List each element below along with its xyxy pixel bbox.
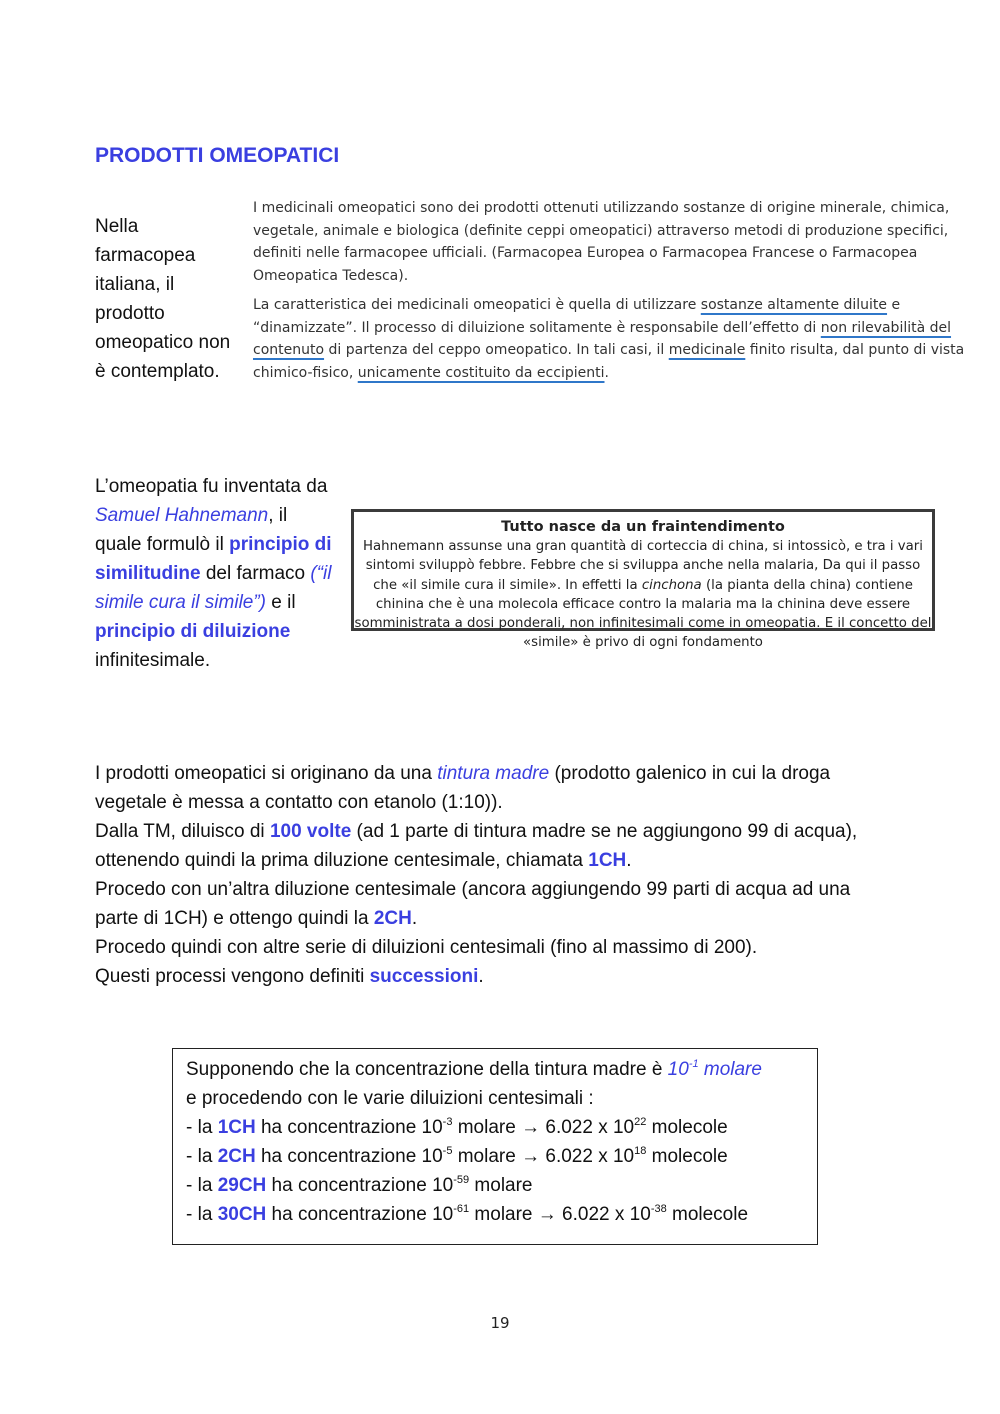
paragraph-line [95,846,925,875]
excerpt-text: La caratteristica dei medicinali omeopatici è quella di utilizzare [253,297,701,313]
concentration-exponent: -3 [442,1116,453,1128]
text-run: L’omeopatia fu inventata da [95,476,328,497]
molecule-count: 6.022 x 10 [540,1117,635,1138]
tm-concentration [668,1059,762,1080]
text-run: parte di 1CH) e ottengo quindi la [95,908,374,929]
concentration-row [186,1171,817,1200]
tintura-madre-term: tintura madre [437,763,550,784]
paragraph-line: vegetale è messa a contatto con etanolo (1:10)). [95,792,503,813]
row-unit: molare [469,1204,538,1225]
row-text: ha concentrazione 10 [266,1175,454,1196]
concentration-rows [186,1113,817,1229]
row-prefix: - la [186,1117,218,1138]
page-title: PRODOTTI OMEOPATICI [95,144,340,167]
text-run: Questi processi vengono definiti [95,966,370,987]
molecule-count: 6.022 x 10 [540,1146,635,1167]
text-run: . [626,850,632,871]
box-text: (la pianta della china) contiene chinina che è una molecola efficace contro la malaria ma la chinina deve essere somministrata a dosi ponderali, non infinitesimali come in omeopatia. E il concetto del «simile» è privo di ogni fondamento [354,577,932,651]
hahnemann-paragraph [95,472,335,675]
farmacopea-note: Nella farmacopea italiana, il prodotto omeopatico non è contemplato. [95,216,231,382]
text-run: del farmaco [200,563,311,584]
1ch-term: 1CH [588,850,627,871]
concentration-box [172,1048,818,1245]
text-run: e il [266,592,296,613]
row-tail: molecole [646,1146,728,1167]
arrow-icon: → [537,1204,557,1225]
2ch-term: 2CH [373,908,412,929]
concentration-exponent: -61 [453,1203,470,1215]
dilution-name: 2CH [217,1146,256,1167]
underlined-phrase: unicamente costituito da eccipienti [357,364,605,381]
row-tail: molecole [666,1204,749,1225]
molecule-exponent: 22 [634,1116,647,1128]
underlined-phrase: non rilevabilità del contenuto [253,319,952,358]
dilution-name: 29CH [217,1175,267,1196]
successioni-term: successioni [369,966,479,987]
tm-base: 10 [667,1059,689,1080]
concentration-row [186,1142,817,1171]
hahnemann-name: Samuel Hahnemann [95,505,269,526]
box-plant-name: cinchona [641,577,702,593]
concentration-row [186,1113,817,1142]
text-run: Dalla TM, diluisco di [95,821,270,842]
arrow-icon: → [521,1117,541,1138]
arrow-icon: → [521,1146,541,1167]
tm-exponent: -1 [688,1058,699,1070]
box-text: Hahnemann assunse una gran quantità di corteccia di china, si intossicò, e tra i vari sintomi sviluppò febbre. Febbre che si sviluppa anche nella malaria, Da qui il passo che «il simile cura il simile». In effetti la [363,539,923,593]
paragraph-line: Procedo con un’altra diluzione centesimale (ancora aggiungendo 99 parti di acqua ad una [95,879,851,900]
box-title: Tutto nasce da un fraintendimento [501,519,785,535]
text-run: ottenendo quindi la prima diluzione centesimale, chiamata [95,850,589,871]
excerpt-paragraph-2 [253,294,968,384]
concentration-row [186,1200,817,1229]
text-run: , il quale formulò il [95,505,288,555]
similitude-quote: (“il simile cura il simile”) [95,563,332,613]
concentration-intro [186,1055,817,1084]
excerpt-text: finito risulta, dal punto di vista chimico-fisico, [253,342,965,381]
row-prefix: - la [186,1204,218,1225]
excerpt-text: . [604,364,609,381]
text-run: . [478,966,484,987]
row-prefix: - la [186,1146,218,1167]
box-body [354,537,932,653]
excerpt-image-text [253,197,968,391]
excerpt-text: di partenza del ceppo omeopatico. In tali casi, il [324,342,669,358]
concentration-exponent: -59 [453,1174,470,1186]
excerpt-paragraph-1: I medicinali omeopatici sono dei prodotti ottenuti utilizzando sostanze di origine minerale, chimica, vegetale, animale e biologica (definite ceppi omeopatici) attraverso metodi di produzione specifici, definiti nelle farmacopee ufficiali. (Farmacopea Europea o Farmacopea Francese o Farmacopea Omeopatica Tedesca). [253,200,950,284]
dilution-name: 30CH [217,1204,267,1225]
similitude-principle: principio di similitudine [95,534,332,584]
concentration-intro-2: e procedendo con le varie diluizioni centesimali : [186,1088,594,1109]
row-unit: molare [469,1175,533,1196]
underlined-phrase: medicinale [668,342,746,358]
row-prefix: - la [186,1175,218,1196]
excerpt-text: e “dinamizzate”. Il processo di diluizione solitamente è responsabile dell’effetto di [253,297,901,336]
misunderstanding-box [351,509,935,651]
text-run: Supponendo che la concentrazione della tintura madre è [186,1059,668,1080]
row-text: ha concentrazione 10 [255,1146,443,1167]
underlined-phrase: sostanze altamente diluite [700,297,888,313]
dilution-paragraph [95,759,925,991]
paragraph-line [95,962,925,991]
molecule-count: 6.022 x 10 [556,1204,651,1225]
dilution-name: 1CH [217,1117,256,1138]
concentration-exponent: -5 [442,1145,453,1157]
molecule-exponent: 18 [634,1145,647,1157]
row-unit: molare [452,1117,522,1138]
dilution-principle: principio di diluizione [95,621,291,642]
text-run: infinitesimale. [95,650,211,671]
row-tail: molecole [646,1117,728,1138]
page-number: 19 [490,1314,510,1332]
text-run: (prodotto galenico in cui la droga [549,763,831,784]
paragraph-line [95,904,925,933]
molecule-exponent: -38 [650,1203,667,1215]
hundred-times-term: 100 volte [269,821,352,842]
text-run: I prodotti omeopatici si originano da una [95,763,438,784]
row-text: ha concentrazione 10 [255,1117,443,1138]
text-run: (ad 1 parte di tintura madre se ne aggiungono 99 di acqua), [351,821,858,842]
paragraph-line [95,817,925,846]
paragraph-line [95,759,925,788]
tm-unit: molare [698,1059,762,1080]
row-text: ha concentrazione 10 [266,1204,454,1225]
paragraph-line: Procedo quindi con altre serie di diluizioni centesimali (fino al massimo di 200). [95,937,758,958]
row-unit: molare [452,1146,522,1167]
text-run: . [411,908,418,929]
